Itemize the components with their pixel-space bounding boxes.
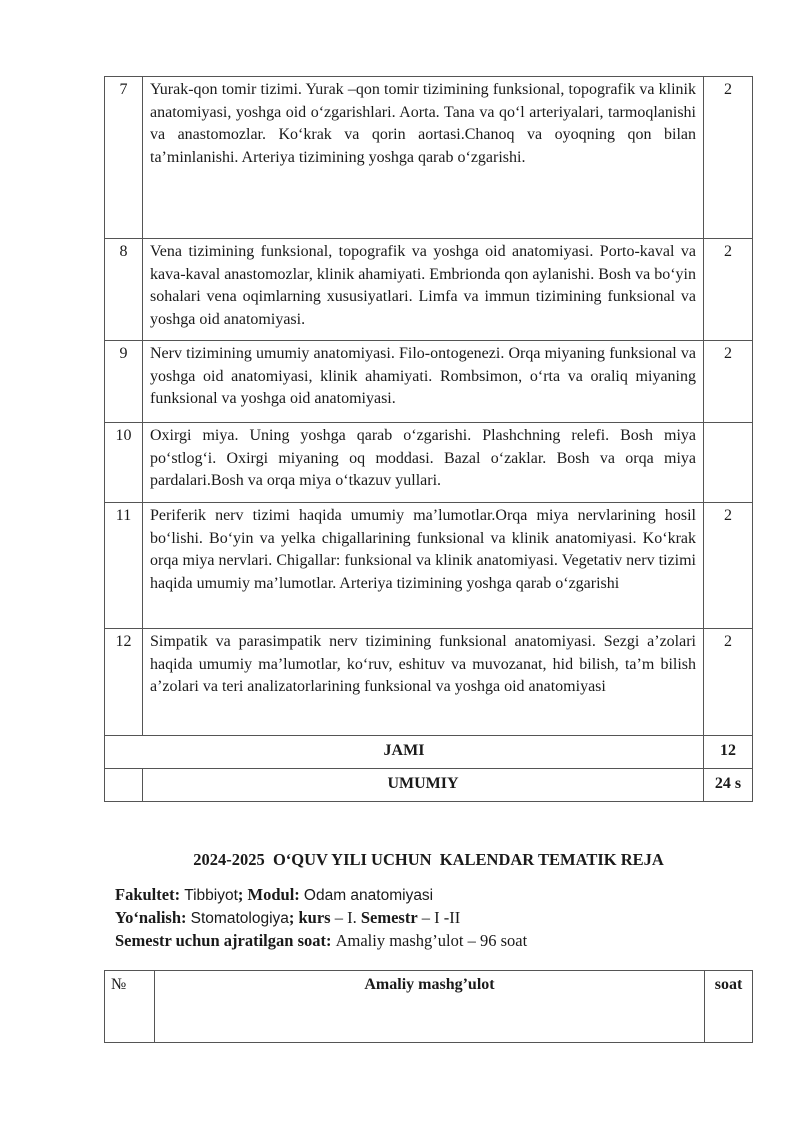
plan-meta: [115, 884, 527, 952]
topics-table: [104, 76, 753, 802]
faculty-value: Tibbiyot: [184, 887, 238, 904]
row-topic-text: Nerv tizimining umumiy anatomiyasi. Filo-ontogenezi. Orqa miyaning funksional va yoshga oid anatomiyasi, klinik ahamiyati. Rombsimon, o‘rta va oraliq miyaning funksional va yoshga oid anatomiyasi.: [143, 341, 704, 423]
meta-line-hours: [115, 930, 527, 952]
plan-title: 2024-2025 O‘QUV YILI UCHUN KALENDAR TEMATIK REJA: [193, 850, 664, 869]
grand-total-row: [105, 769, 753, 802]
row-hours: 2: [704, 503, 753, 629]
module-label: ; Modul:: [237, 885, 300, 904]
col-hours-header: soat: [705, 971, 753, 1043]
row-topic-text: Vena tizimining funksional, topografik va yoshga oid anatomiyasi. Porto-kaval va kava-kaval anastomozlar, klinik ahamiyati. Embrionda qon aylanishi. Bosh va bo‘yin sohalari vena oqimlarning xususiyatlari. Limfa va immun tizimining funksional va yoshga oid anatomiyasi.: [143, 239, 704, 341]
faculty-label: Fakultet:: [115, 885, 181, 904]
col-number-header: №: [105, 971, 155, 1043]
direction-label: Yo‘nalish:: [115, 908, 187, 927]
table-row: [105, 503, 753, 629]
semester-value: – I -II: [421, 908, 461, 927]
row-hours: [704, 423, 753, 503]
row-topic-text: Simpatik va parasimpatik nerv tizimining funksional anatomiyasi. Sezgi a’zolari haqida umumiy ma’lumotlar, ko‘ruv, eshituv va muvozanat, hid bilish, ta’m bilish a’zolari va teri analizatorlarining funksional va yoshga oid anatomiyasi: [143, 629, 704, 736]
row-number: 12: [105, 629, 143, 736]
direction-value: Stomatologiya: [190, 910, 289, 927]
total-value: 12: [704, 736, 753, 769]
row-topic-text: Periferik nerv tizimi haqida umumiy ma’lumotlar.Orqa miya nervlarining hosil bo‘lishi. Bo‘yin va yelka chigallarining funksional va klinik anatomiyasi. Ko‘krak orqa miya nervlari. Chigallar: funksional va klinik anatomiyasi. Vegetativ nerv tizimi haqida umumiy ma’lumotlar. Arteriya tizimining yoshga qarab o‘zgarishi: [143, 503, 704, 629]
total-label: JAMI: [105, 736, 704, 769]
schedule-header-row: [105, 971, 753, 1043]
meta-line-direction: [115, 907, 527, 930]
row-number: 7: [105, 77, 143, 239]
meta-line-faculty: [115, 884, 527, 907]
module-value: Odam anatomiyasi: [303, 887, 434, 904]
course-value: – I.: [334, 908, 357, 927]
grand-total-value: 24 s: [704, 769, 753, 802]
row-topic-text: Oxirgi miya. Uning yoshga qarab o‘zgarishi. Plashchning relefi. Bosh miya po‘stlog‘i. Oxirgi miyaning oq moddasi. Bazal o‘zaklar. Bosh va orqa miya pardalari.Bosh va orqa miya o‘tkazuv yullari.: [143, 423, 704, 503]
row-topic-text: Yurak-qon tomir tizimi. Yurak –qon tomir tizimining funksional, topografik va klinik anatomiyasi, yoshga oid o‘zgarishlari. Aorta. Tana va qo‘l arteriyalari, tarmoqlanishi va anastomozlar. Ko‘krak va qorin aortasi.Chanoq va oyoqning qon bilan ta’minlanishi. Arteriya tizimining yoshga qarab o‘zgarishi.: [143, 77, 704, 239]
row-hours: 2: [704, 77, 753, 239]
hours-label: Semestr uchun ajratilgan soat:: [115, 931, 332, 950]
row-number: 11: [105, 503, 143, 629]
row-number: 8: [105, 239, 143, 341]
grand-total-empty-cell: [105, 769, 143, 802]
schedule-table: [104, 970, 753, 1043]
total-row: [105, 736, 753, 769]
table-row: [105, 77, 753, 239]
hours-value: Amaliy mashg’ulot – 96 soat: [335, 931, 528, 950]
course-label: ; kurs: [288, 908, 331, 927]
table-row: [105, 629, 753, 736]
row-hours: 2: [704, 341, 753, 423]
row-hours: 2: [704, 629, 753, 736]
semester-label: Semestr: [360, 908, 418, 927]
table-row: [105, 239, 753, 341]
row-number: 10: [105, 423, 143, 503]
table-row: [105, 423, 753, 503]
grand-total-label: UMUMIY: [143, 769, 704, 802]
row-hours: 2: [704, 239, 753, 341]
row-number: 9: [105, 341, 143, 423]
table-row: [105, 341, 753, 423]
col-topic-header: Amaliy mashg’ulot: [155, 971, 705, 1043]
